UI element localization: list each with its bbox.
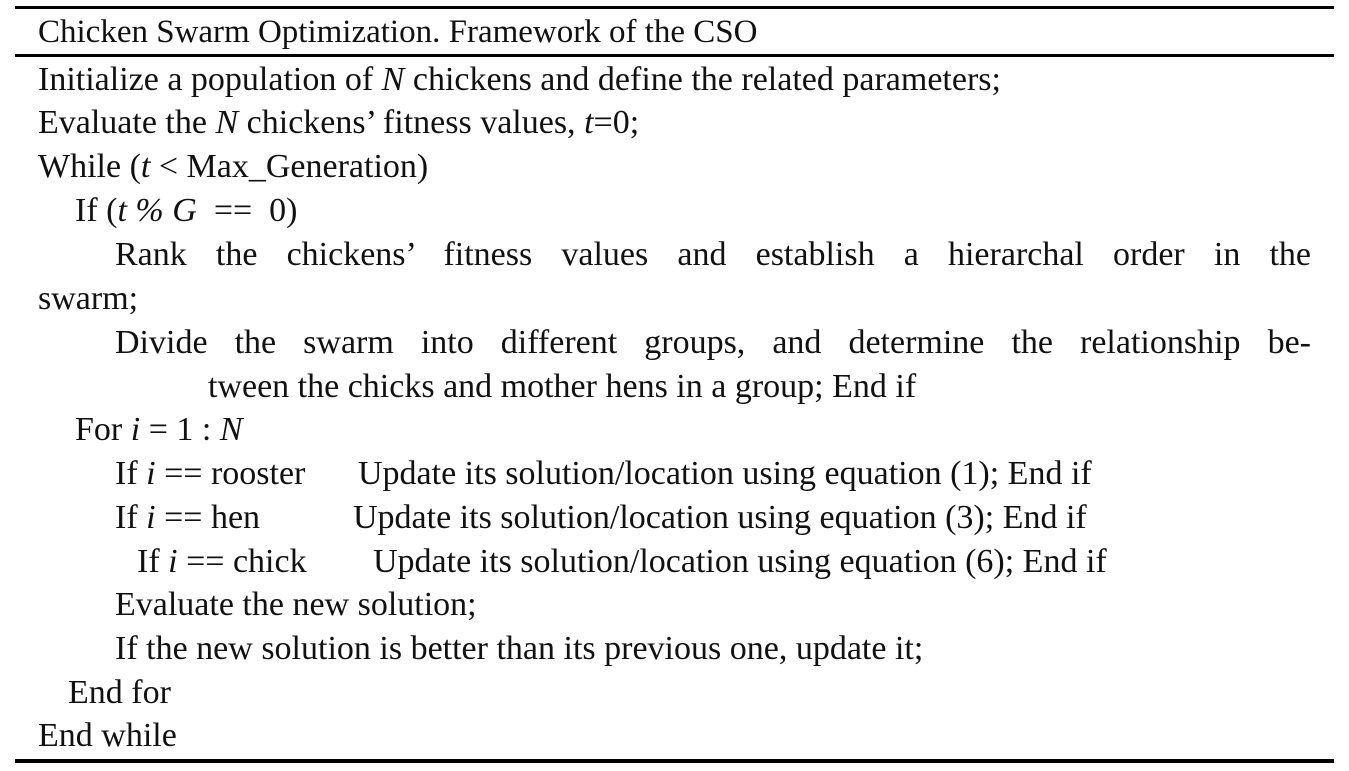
algorithm-line-if-chick: If i == chick Update its solution/location using equation (6); End if [137,543,1107,580]
table-bottom-rule [15,759,1334,763]
variable-i: i [146,455,156,492]
algorithm-line-end-for: End for [68,674,171,711]
variable-t: t [117,192,127,229]
algorithm-line-divide-continued: tween the chicks and mother hens in a group; End if [208,368,917,405]
variable-i: i [146,499,156,536]
algorithm-caption: Chicken Swarm Optimization. Framework of the CSO [38,14,758,50]
variable-t: t [140,148,151,185]
variable-t: t [584,104,594,141]
algorithm-line-initialize: Initialize a population of N chickens and define the related parameters; [38,61,1001,98]
algorithm-line-for: For i = 1 : N [75,411,243,448]
variable-n: N [215,104,239,141]
variable-n: N [219,411,243,448]
algorithm-line-while: While (t < Max_Generation) [38,148,429,185]
table-top-rule [15,6,1334,9]
variable-g: G [172,192,197,229]
algorithm-line-evaluate: Evaluate the N chickens’ fitness values, t=0; [38,104,640,141]
algorithm-line-end-while: End while [38,717,177,754]
algorithm-line-divide: Divide the swarm into different groups, and determine the relationship be- [115,324,1311,361]
variable-n: N [381,61,405,98]
algorithm-line-evaluate-new: Evaluate the new solution; [115,586,477,623]
variable-i: i [168,543,178,580]
variable-i: i [130,411,141,448]
algorithm-line-rank: Rank the chickens’ fitness values and establish a hierarchal order in the [115,236,1311,273]
algorithm-line-if-generation: If (t % G == 0) [75,192,298,229]
algorithm-line-update-if-better: If the new solution is better than its previous one, update it; [115,630,924,667]
algorithm-line-if-rooster: If i == rooster Update its solution/location using equation (1); End if [115,455,1092,492]
algorithm-line-rank-continued: swarm; [38,280,139,317]
algorithm-line-if-hen: If i == hen Update its solution/location using equation (3); End if [115,499,1087,536]
table-header-rule [15,54,1334,57]
